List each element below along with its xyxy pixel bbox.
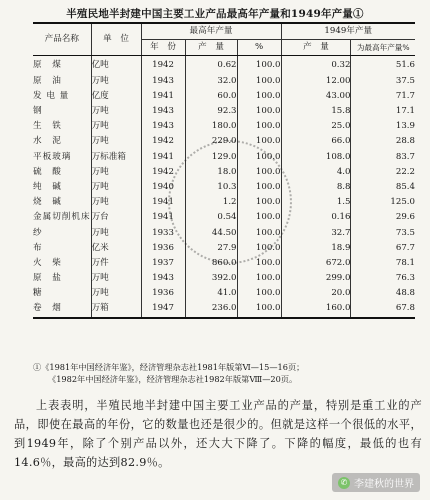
header-percent: % xyxy=(237,40,281,56)
cell-percent: 100.0 xyxy=(237,134,281,149)
cell-unit: 万吨 xyxy=(91,180,141,195)
cell-output: 229.0 xyxy=(185,134,237,149)
cell-percent: 100.0 xyxy=(237,241,281,256)
cell-output: 860.0 xyxy=(185,256,237,271)
cell-output-1949: 32.7 xyxy=(281,225,351,240)
cell-year: 1943 xyxy=(141,119,185,134)
cell-output-1949: 0.32 xyxy=(281,56,351,74)
cell-output-1949: 12.00 xyxy=(281,74,351,89)
cell-percent: 100.0 xyxy=(237,195,281,210)
cell-product-name: 水 泥 xyxy=(33,136,62,147)
cell-output-1949: 66.0 xyxy=(281,134,351,149)
cell-product-name: 金属切削机床 xyxy=(33,212,91,223)
cell-unit: 万件 xyxy=(91,256,141,271)
cell-output-1949: 672.0 xyxy=(281,256,351,271)
cell-pct-of-peak: 67.7 xyxy=(351,241,415,256)
header-peak-group: 最高年产量 xyxy=(141,23,281,40)
cell-pct-of-peak: 73.5 xyxy=(351,225,415,240)
cell-unit: 万标准箱 xyxy=(91,150,141,165)
cell-year: 1943 xyxy=(141,74,185,89)
cell-output-1949: 25.0 xyxy=(281,119,351,134)
cell-output: 180.0 xyxy=(185,119,237,134)
header-pct-of-peak: 为最高年产量% xyxy=(351,40,415,56)
watermark xyxy=(332,473,420,492)
cell-output-1949: 43.00 xyxy=(281,89,351,104)
cell-pct-of-peak: 85.4 xyxy=(351,180,415,195)
cell-output: 10.3 xyxy=(185,180,237,195)
table-row xyxy=(33,89,415,104)
table-row xyxy=(33,56,415,74)
table-row xyxy=(33,74,415,89)
cell-pct-of-peak: 48.8 xyxy=(351,286,415,301)
cell-unit: 万吨 xyxy=(91,104,141,119)
cell-unit: 万箱 xyxy=(91,301,141,317)
cell-output: 60.0 xyxy=(185,89,237,104)
wechat-icon: ✆ xyxy=(338,477,350,489)
cell-percent: 100.0 xyxy=(237,210,281,225)
cell-unit: 亿米 xyxy=(91,241,141,256)
cell-percent: 100.0 xyxy=(237,119,281,134)
cell-year: 1943 xyxy=(141,104,185,119)
cell-year: 1943 xyxy=(141,271,185,286)
cell-year: 1942 xyxy=(141,56,185,74)
cell-output: 44.50 xyxy=(185,225,237,240)
body-paragraph: 上表表明，半殖民地半封建中国主要工业产品的产量，特别是重工业的产品，即使在最高的年份，它的数量也还是很少的。但就是这样一个很低的水平，到1949年，除了个别产品以外，还大大下降了。下降的幅度，最低的也有14.6％，最高的达到82.9％。 xyxy=(14,399,422,469)
cell-pct-of-peak: 13.9 xyxy=(351,119,415,134)
cell-percent: 100.0 xyxy=(237,150,281,165)
cell-product-name: 糖 xyxy=(33,288,43,299)
cell-output: 0.62 xyxy=(185,56,237,74)
cell-percent: 100.0 xyxy=(237,286,281,301)
cell-percent: 100.0 xyxy=(237,89,281,104)
cell-product-name: 布 xyxy=(33,242,43,253)
cell-unit: 万吨 xyxy=(91,74,141,89)
cell-product-name: 纯 碱 xyxy=(33,181,62,192)
cell-output: 18.0 xyxy=(185,165,237,180)
cell-unit: 万吨 xyxy=(91,195,141,210)
cell-product-name: 烧 碱 xyxy=(33,197,62,208)
footnote-2: 《1982年中国经济年鉴》，经济管理杂志社1982年版第Ⅷ—20页。 xyxy=(48,373,298,384)
cell-unit: 亿度 xyxy=(91,89,141,104)
cell-output-1949: 1.5 xyxy=(281,195,351,210)
cell-pct-of-peak: 71.7 xyxy=(351,89,415,104)
cell-percent: 100.0 xyxy=(237,74,281,89)
cell-pct-of-peak: 17.1 xyxy=(351,104,415,119)
cell-product-name: 原 油 xyxy=(33,75,62,86)
cell-pct-of-peak: 83.7 xyxy=(351,150,415,165)
cell-output: 129.0 xyxy=(185,150,237,165)
header-1949-group: 1949年产量 xyxy=(281,23,415,40)
cell-output: 1.2 xyxy=(185,195,237,210)
cell-output-1949: 299.0 xyxy=(281,271,351,286)
cell-product-name: 卷 烟 xyxy=(33,303,62,314)
cell-unit: 万吨 xyxy=(91,286,141,301)
table-title: 半殖民地半封建中国主要工业产品最高年产量和1949年产量① xyxy=(66,8,364,20)
header-output: 产 量 xyxy=(185,40,237,56)
circular-stamp xyxy=(168,140,292,264)
cell-product-name: 火 柴 xyxy=(33,257,62,268)
cell-product-name: 发 电 量 xyxy=(33,90,70,101)
cell-year: 1941 xyxy=(141,210,185,225)
cell-year: 1947 xyxy=(141,301,185,317)
cell-output-1949: 15.8 xyxy=(281,104,351,119)
cell-unit: 亿吨 xyxy=(91,56,141,74)
cell-percent: 100.0 xyxy=(237,165,281,180)
cell-output-1949: 160.0 xyxy=(281,301,351,317)
footnote-1: ①《1981年中国经济年鉴》，经济管理杂志社1981年版第Ⅵ—15—16页； xyxy=(33,362,305,372)
cell-pct-of-peak: 51.6 xyxy=(351,56,415,74)
cell-unit: 万吨 xyxy=(91,165,141,180)
cell-output-1949: 0.16 xyxy=(281,210,351,225)
cell-output-1949: 108.0 xyxy=(281,150,351,165)
cell-pct-of-peak: 125.0 xyxy=(351,195,415,210)
table-row xyxy=(33,104,415,119)
cell-output: 41.0 xyxy=(185,286,237,301)
cell-unit: 万吨 xyxy=(91,119,141,134)
cell-product-name: 纱 xyxy=(33,227,43,238)
cell-percent: 100.0 xyxy=(237,256,281,271)
cell-product-name: 生 铁 xyxy=(33,121,62,132)
cell-output-1949: 20.0 xyxy=(281,286,351,301)
cell-output: 0.54 xyxy=(185,210,237,225)
cell-output: 32.0 xyxy=(185,74,237,89)
cell-percent: 100.0 xyxy=(237,271,281,286)
cell-pct-of-peak: 67.8 xyxy=(351,301,415,317)
cell-percent: 100.0 xyxy=(237,56,281,74)
header-output-1949: 产 量 xyxy=(281,40,351,56)
header-year: 年 份 xyxy=(141,40,185,56)
cell-product-name: 钢 xyxy=(33,106,43,117)
table-row xyxy=(33,301,415,317)
cell-output: 392.0 xyxy=(185,271,237,286)
table-row xyxy=(33,286,415,301)
watermark-text: 李建秋的世界 xyxy=(354,479,414,490)
cell-year: 1941 xyxy=(141,89,185,104)
cell-unit: 万吨 xyxy=(91,271,141,286)
header-unit: 单 位 xyxy=(91,23,141,56)
cell-output-1949: 8.8 xyxy=(281,180,351,195)
cell-pct-of-peak: 29.6 xyxy=(351,210,415,225)
cell-year: 1936 xyxy=(141,286,185,301)
cell-unit: 万吨 xyxy=(91,134,141,149)
cell-pct-of-peak: 28.8 xyxy=(351,134,415,149)
cell-pct-of-peak: 78.1 xyxy=(351,256,415,271)
cell-pct-of-peak: 76.3 xyxy=(351,271,415,286)
header-product-name: 产品名称 xyxy=(33,23,91,56)
cell-output: 27.9 xyxy=(185,241,237,256)
table-row xyxy=(33,271,415,286)
footnotes xyxy=(33,362,423,385)
cell-year: 1942 xyxy=(141,134,185,149)
cell-year: 1936 xyxy=(141,241,185,256)
cell-product-name: 原 盐 xyxy=(33,273,62,284)
cell-product-name: 硫 酸 xyxy=(33,166,62,177)
cell-percent: 100.0 xyxy=(237,104,281,119)
table-row xyxy=(33,119,415,134)
cell-unit: 万台 xyxy=(91,210,141,225)
cell-pct-of-peak: 22.2 xyxy=(351,165,415,180)
cell-output: 236.0 xyxy=(185,301,237,317)
cell-percent: 100.0 xyxy=(237,225,281,240)
cell-year: 1937 xyxy=(141,256,185,271)
cell-product-name: 平板玻璃 xyxy=(33,151,72,162)
cell-year: 1941 xyxy=(141,195,185,210)
cell-unit: 万吨 xyxy=(91,225,141,240)
cell-year: 1941 xyxy=(141,150,185,165)
cell-percent: 100.0 xyxy=(237,301,281,317)
cell-product-name: 原 煤 xyxy=(33,60,62,71)
cell-output-1949: 4.0 xyxy=(281,165,351,180)
cell-percent: 100.0 xyxy=(237,180,281,195)
cell-year: 1942 xyxy=(141,165,185,180)
cell-output: 92.3 xyxy=(185,104,237,119)
cell-year: 1933 xyxy=(141,225,185,240)
cell-pct-of-peak: 37.5 xyxy=(351,74,415,89)
cell-output-1949: 18.9 xyxy=(281,241,351,256)
cell-year: 1940 xyxy=(141,180,185,195)
